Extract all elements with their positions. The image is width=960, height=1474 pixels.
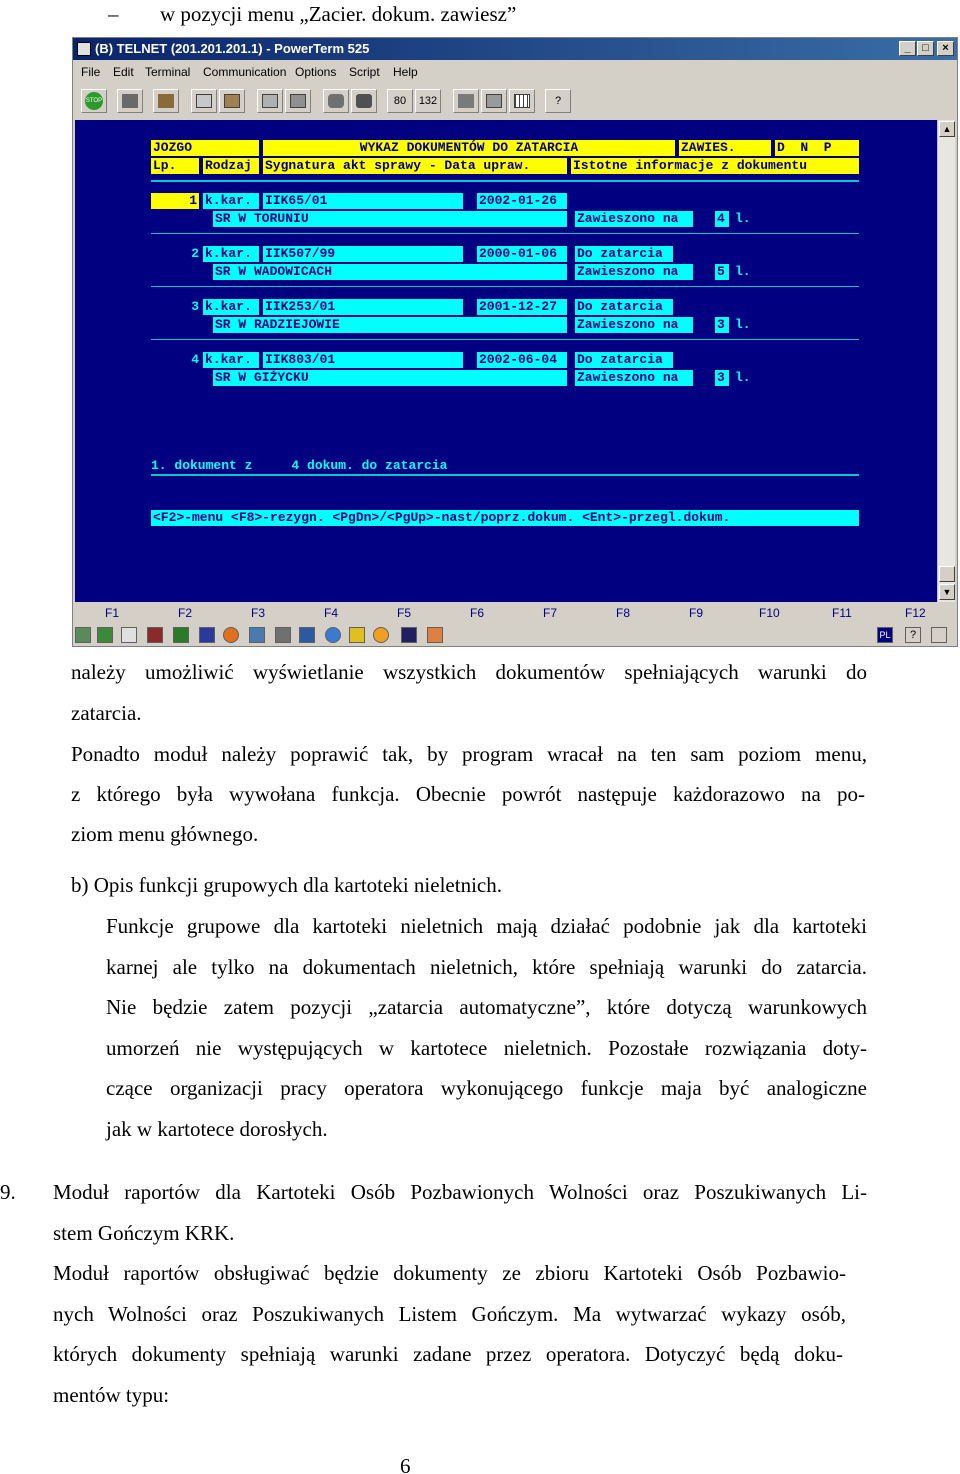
- notepad-icon[interactable]: [121, 627, 137, 643]
- function-key-bar: [75, 604, 955, 622]
- flags-field: D N P: [775, 140, 859, 156]
- fkey-f12[interactable]: F12: [905, 606, 926, 620]
- paragraph-line: Nie będzie zatem pozycji „zatarcia automatyczne”, które dotyczą warunkowych: [106, 995, 867, 1019]
- app-icon: [77, 42, 91, 56]
- window-titlebar: [73, 38, 957, 60]
- fkey-f2[interactable]: F2: [178, 606, 193, 620]
- section-9-heading: stem Gończym KRK.: [53, 1221, 235, 1245]
- paragraph-line: mentów typu:: [53, 1383, 170, 1407]
- fkey-f6[interactable]: F6: [470, 606, 485, 620]
- screen-title: WYKAZ DOKUMENTÓW DO ZATARCIA: [263, 140, 675, 156]
- maximize-button[interactable]: □: [917, 41, 934, 56]
- app-shortcut-icon[interactable]: [299, 627, 315, 643]
- access-icon[interactable]: [147, 627, 163, 643]
- minimize-button[interactable]: _: [899, 41, 916, 56]
- cols-132-button[interactable]: 132: [415, 89, 441, 113]
- row-court: SR W TORUNIU: [213, 211, 567, 227]
- row-info-top: Do zatarcia: [575, 299, 673, 315]
- computer-icon: [122, 94, 138, 108]
- menu-edit[interactable]: Edit: [113, 65, 134, 79]
- browser-icon[interactable]: [223, 627, 239, 643]
- toolbar: [73, 86, 957, 116]
- row-info: Zawieszono na: [575, 211, 693, 227]
- row-date: 2002-01-26: [477, 193, 567, 209]
- tools-icon: [458, 94, 474, 108]
- close-button[interactable]: ×: [937, 41, 954, 56]
- row-rodzaj: k.kar.: [203, 246, 259, 262]
- paragraph-line: nych Wolności oraz Poszukiwanych Listem Gończym. Ma wytwarzać wykazy osób,: [53, 1302, 846, 1326]
- row-info: Zawieszono na: [575, 264, 693, 280]
- paragraph-line: z którego była wywołana funkcja. Obecnie powrót następuje każdorazowo na po-: [71, 782, 865, 806]
- terminal-screen[interactable]: [75, 120, 937, 602]
- row-rodzaj: k.kar.: [203, 299, 259, 315]
- row-info: Zawieszono na: [575, 317, 693, 333]
- page-number: 6: [400, 1454, 411, 1474]
- row-court: SR W WADOWICACH: [213, 264, 567, 280]
- keyboard-button[interactable]: [481, 89, 507, 113]
- phone-button[interactable]: [323, 89, 349, 113]
- row-sygnatura: IIK253/01: [263, 299, 463, 315]
- row-rule: [151, 286, 859, 287]
- app-shortcut-icon[interactable]: [75, 627, 91, 643]
- app-shortcut-icon[interactable]: [427, 627, 443, 643]
- row-lp: 1: [151, 193, 199, 209]
- row-date: 2000-01-06: [477, 246, 567, 262]
- menu-terminal[interactable]: Terminal: [145, 65, 191, 79]
- paragraph-line: Funkcje grupowe dla kartoteki nieletnich mają działać podobnie jak dla kartoteki: [106, 914, 867, 938]
- paste-button[interactable]: [219, 89, 245, 113]
- scroll-thumb[interactable]: [939, 566, 955, 582]
- row-lp: 4: [191, 352, 199, 367]
- fkey-f7[interactable]: F7: [543, 606, 558, 620]
- tray-help-icon[interactable]: ?: [905, 627, 921, 643]
- paragraph-line: karnej ale tylko na dokumentach nieletnich, które spełniają warunki do zatarcia.: [106, 955, 867, 979]
- paragraph-line: zatarcia.: [71, 701, 142, 725]
- row-unit: l.: [735, 264, 751, 279]
- header-rule: [151, 180, 859, 182]
- row-sygnatura: IIK65/01: [263, 193, 463, 209]
- row-rodzaj: k.kar.: [203, 352, 259, 368]
- row-years: 4: [715, 211, 729, 227]
- row-court: SR W GIŻYCKU: [213, 370, 567, 386]
- tray-icon[interactable]: [931, 627, 947, 643]
- paragraph-line: jak w kartotece dorosłych.: [106, 1117, 328, 1141]
- app-shortcut-icon[interactable]: [349, 627, 365, 643]
- row-info-top: Do zatarcia: [575, 246, 673, 262]
- vertical-scrollbar[interactable]: [937, 120, 955, 602]
- menu-script[interactable]: Script: [349, 65, 380, 79]
- fkey-f3[interactable]: F3: [251, 606, 266, 620]
- menu-options[interactable]: Options: [295, 65, 337, 79]
- word-icon[interactable]: [199, 627, 215, 643]
- stop-icon: STOP: [85, 92, 103, 110]
- grid-icon: [514, 94, 530, 108]
- header-rodzaj: Rodzaj: [203, 158, 259, 174]
- row-years: 3: [715, 370, 729, 386]
- row-rule: [151, 233, 859, 234]
- fkey-f4[interactable]: F4: [324, 606, 339, 620]
- row-date: 2001-12-27: [477, 299, 567, 315]
- menu-help[interactable]: Help: [393, 65, 418, 79]
- tape-icon: [356, 94, 372, 108]
- bullet-dash: –: [108, 2, 119, 26]
- row-info-top: Do zatarcia: [575, 352, 673, 368]
- row-sygnatura: IIK507/99: [263, 246, 463, 262]
- help-button[interactable]: ?: [545, 89, 571, 113]
- status-field: ZAWIES.: [679, 140, 771, 156]
- print-screen-button[interactable]: [285, 89, 311, 113]
- row-date: 2002-06-04: [477, 352, 567, 368]
- fkey-f8[interactable]: F8: [616, 606, 631, 620]
- grid-button[interactable]: [509, 89, 535, 113]
- excel-icon[interactable]: [173, 627, 189, 643]
- ftp-icon[interactable]: [401, 627, 417, 643]
- scroll-down-icon[interactable]: ▼: [939, 584, 955, 600]
- quick-launch-bar: [73, 624, 957, 646]
- section-9-number: 9.: [0, 1180, 16, 1204]
- user-field: JOZGO: [151, 140, 259, 156]
- app-shortcut-icon[interactable]: [97, 627, 113, 643]
- paragraph-line: umorzeń nie występujących w kartotece nieletnich. Pozostałe rozwiązania doty-: [106, 1036, 867, 1060]
- fkey-f1[interactable]: F1: [105, 606, 120, 620]
- phone-icon: [328, 94, 344, 108]
- keys-help-line: <F2>-menu <F8>-rezygn. <PgDn>/<PgUp>-nast/poprz.dokum. <Ent>-przegl.dokum.: [151, 510, 859, 526]
- row-lp: 3: [191, 299, 199, 314]
- intro-bullet-text: w pozycji menu „Zacier. dokum. zawiesz”: [160, 2, 517, 26]
- row-rodzaj: k.kar.: [203, 193, 259, 209]
- menu-communication[interactable]: Communication: [203, 65, 287, 79]
- print-screen-icon: [290, 94, 306, 108]
- paste-icon: [224, 94, 240, 108]
- paragraph-line: należy umożliwić wyświetlanie wszystkich dokumentów spełniających warunki do: [71, 660, 867, 684]
- row-sygnatura: IIK803/01: [263, 352, 463, 368]
- menubar: [73, 62, 957, 82]
- row-years: 3: [715, 317, 729, 333]
- internet-explorer-icon[interactable]: [325, 627, 341, 643]
- copy-icon: [196, 94, 212, 108]
- row-court: SR W RADZIEJOWIE: [213, 317, 567, 333]
- stop-button[interactable]: [81, 89, 107, 113]
- printer-icon: [262, 94, 278, 108]
- header-lp: Lp.: [151, 158, 199, 174]
- print-button[interactable]: [257, 89, 283, 113]
- paragraph-line: Moduł raportów obsługiwać będzie dokumenty ze zbioru Kartoteki Osób Pozbawio-: [53, 1261, 846, 1285]
- menu-file[interactable]: File: [81, 65, 101, 79]
- fkey-f10[interactable]: F10: [759, 606, 780, 620]
- disconnect-icon: [158, 94, 174, 108]
- app-shortcut-icon[interactable]: [275, 627, 291, 643]
- paragraph-line: których dokumenty spełniają warunki zadane przez operatora. Dotyczyć będą doku-: [53, 1342, 843, 1366]
- copy-button[interactable]: [191, 89, 217, 113]
- window-title: (B) TELNET (201.201.201.1) - PowerTerm 525: [95, 41, 370, 56]
- fkey-f5[interactable]: F5: [397, 606, 412, 620]
- app-shortcut-icon[interactable]: [249, 627, 265, 643]
- fkey-f11[interactable]: F11: [832, 606, 852, 620]
- powerterm-window: [72, 37, 958, 647]
- row-rule: [151, 339, 859, 340]
- header-sygnatura: Sygnatura akt sprawy - Data upraw.: [263, 158, 567, 174]
- section-9-heading: Moduł raportów dla Kartoteki Osób Pozbawionych Wolności oraz Poszukiwanych Li-: [53, 1180, 867, 1204]
- section-b-heading: b) Opis funkcji grupowych dla kartoteki nieletnich.: [71, 873, 502, 897]
- row-lp: 2: [191, 246, 199, 261]
- tape-button[interactable]: [351, 89, 377, 113]
- row-unit: l.: [735, 211, 751, 226]
- scroll-up-icon[interactable]: ▲: [939, 121, 955, 137]
- settings-button[interactable]: [453, 89, 479, 113]
- paragraph-line: ziom menu głównego.: [71, 822, 259, 846]
- cols-80-button[interactable]: 80: [387, 89, 413, 113]
- row-info: Zawieszono na: [575, 370, 693, 386]
- header-info: Istotne informacje z dokumentu: [571, 158, 859, 174]
- language-indicator[interactable]: PL: [877, 627, 893, 643]
- keyboard-icon: [486, 94, 502, 108]
- disconnect-button[interactable]: [153, 89, 179, 113]
- row-unit: l.: [735, 370, 751, 385]
- summary-line: 1. dokument z 4 dokum. do zatarcia: [151, 458, 859, 476]
- row-years: 5: [715, 264, 729, 280]
- row-unit: l.: [735, 317, 751, 332]
- clock-icon[interactable]: [373, 627, 389, 643]
- fkey-f9[interactable]: F9: [689, 606, 704, 620]
- paragraph-line: czące organizacji pracy operatora wykonującego funkcje maja być analogiczne: [106, 1076, 867, 1100]
- connect-button[interactable]: [117, 89, 143, 113]
- paragraph-line: Ponadto moduł należy poprawić tak, by program wracał na ten sam poziom menu,: [71, 742, 867, 766]
